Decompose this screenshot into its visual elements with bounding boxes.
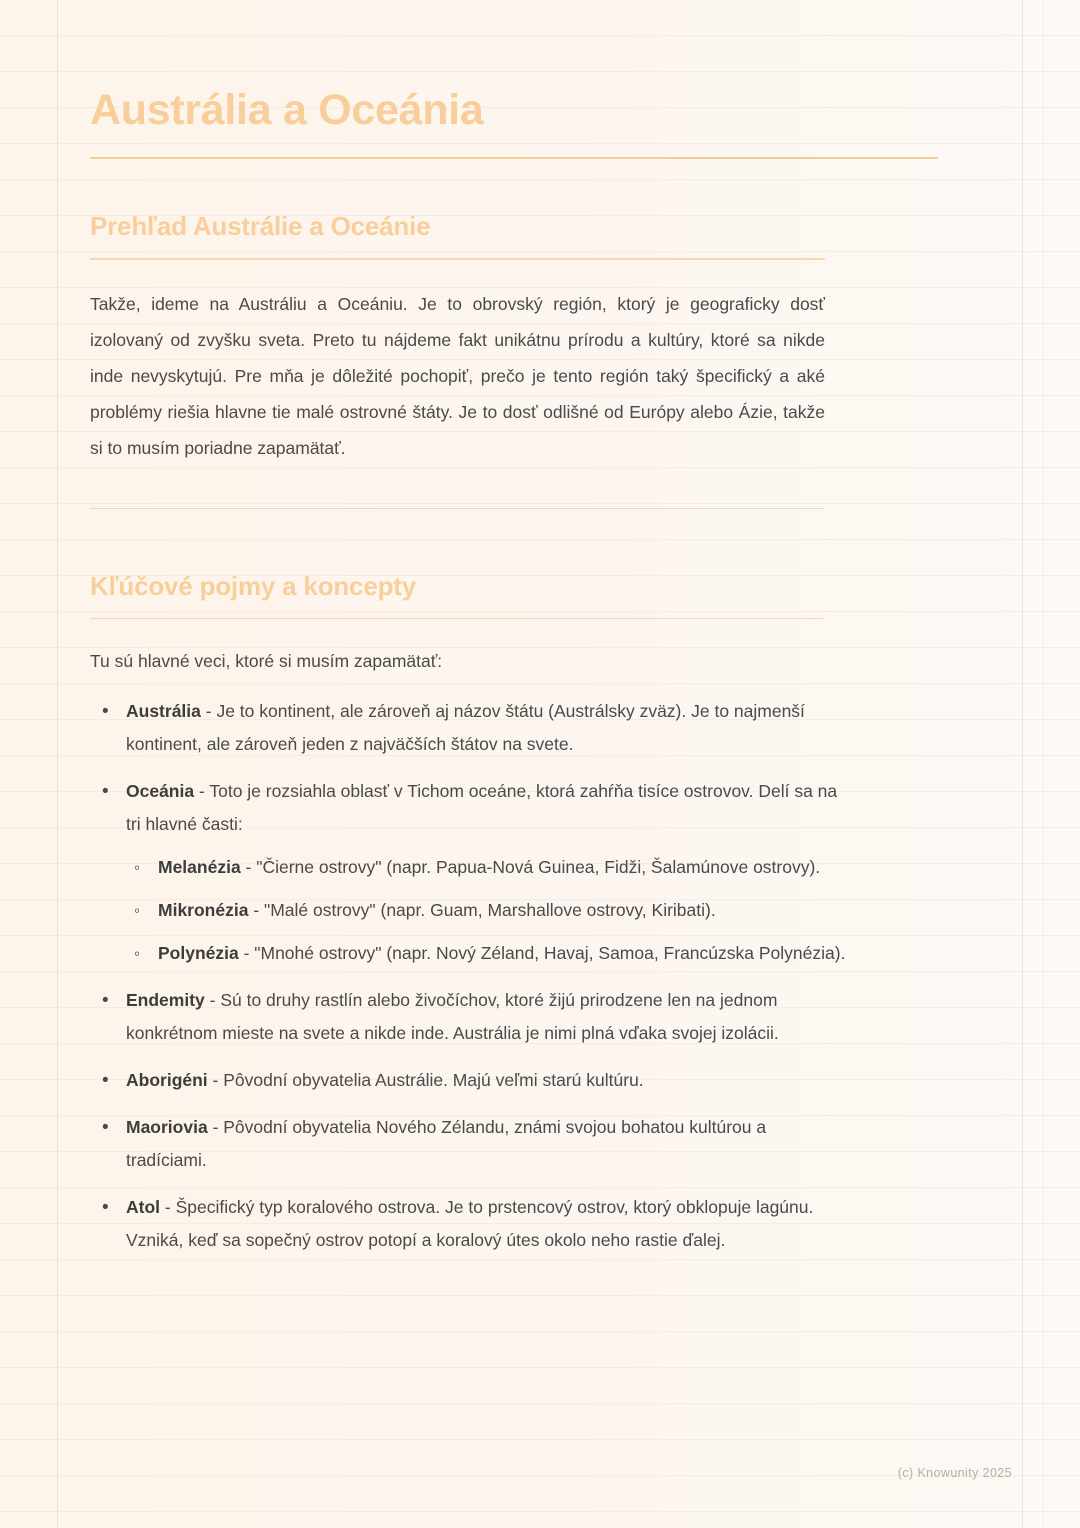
section-key-terms bbox=[90, 571, 938, 1258]
list-item bbox=[90, 1064, 850, 1097]
section-overview-divider bbox=[90, 258, 825, 260]
term-description: - Pôvodní obyvatelia Nového Zélandu, známi svojou bohatou kultúrou a tradíciami. bbox=[126, 1117, 767, 1171]
term-label: Mikronézia bbox=[158, 900, 249, 921]
list-item bbox=[90, 695, 850, 761]
key-terms-list bbox=[90, 695, 850, 1257]
term-description: - Pôvodní obyvatelia Austrálie. Majú veľmi starú kultúru. bbox=[207, 1070, 644, 1091]
list-item bbox=[126, 937, 850, 970]
term-label: Endemity bbox=[126, 990, 205, 1011]
right-outer-rule bbox=[1043, 0, 1044, 1528]
section-key-terms-divider bbox=[90, 618, 825, 620]
page-title: Austrália a Oceánia bbox=[90, 86, 484, 134]
list-item bbox=[90, 1191, 850, 1257]
list-item bbox=[126, 851, 850, 884]
term-label: Aborigéni bbox=[126, 1070, 208, 1091]
section-key-terms-lead: Tu sú hlavné veci, ktoré si musím zapamätať: bbox=[90, 651, 443, 672]
term-label: Oceánia bbox=[126, 781, 195, 802]
term-description: - "Malé ostrovy" (napr. Guam, Marshallove ostrovy, Kiribati). bbox=[248, 900, 716, 921]
oceania-subregions-list bbox=[126, 851, 850, 970]
list-item bbox=[126, 894, 850, 927]
section-overview bbox=[90, 211, 938, 509]
copyright-footer: (c) Knowunity 2025 bbox=[897, 1466, 1012, 1480]
left-margin-rule bbox=[57, 0, 58, 1528]
list-item bbox=[90, 1111, 850, 1177]
document-content bbox=[90, 86, 938, 1257]
section-overview-heading: Prehľad Austrálie a Oceánie bbox=[90, 211, 431, 242]
term-label: Melanézia bbox=[158, 857, 241, 878]
term-description: - "Mnohé ostrovy" (napr. Nový Zéland, Havaj, Samoa, Francúzska Polynézia). bbox=[238, 943, 846, 964]
term-description: - "Čierne ostrovy" (napr. Papua-Nová Guinea, Fidži, Šalamúnove ostrovy). bbox=[240, 857, 821, 878]
term-description: - Sú to druhy rastlín alebo živočíchov, ktoré žijú prirodzene len na jednom konkrétnom mieste na svete a nikde inde. Austrália je nimi plná vďaka svojej izolácii. bbox=[126, 990, 779, 1044]
list-item bbox=[90, 775, 850, 970]
section-key-terms-heading: Kľúčové pojmy a koncepty bbox=[90, 570, 416, 601]
term-description: - Toto je rozsiahla oblasť v Tichom oceáne, ktorá zahŕňa tisíce ostrovov. Delí sa na tri hlavné časti: bbox=[126, 781, 838, 835]
term-description: - Špecifický typ koralového ostrova. Je to prstencový ostrov, ktorý obklopuje lagúnu. Vzniká, keď sa sopečný ostrov potopí a koralový útes okolo neho rastie ďalej. bbox=[126, 1197, 814, 1251]
term-description: - Je to kontinent, ale zároveň aj názov štátu (Austrálsky zväz). Je to najmenší kontinent, ale zároveň jeden z najväčších štátov na svete. bbox=[126, 701, 805, 755]
list-item bbox=[90, 984, 850, 1050]
term-label: Austrália bbox=[126, 701, 201, 722]
term-label: Maoriovia bbox=[126, 1117, 208, 1138]
term-label: Atol bbox=[126, 1197, 161, 1218]
section-overview-paragraph: Takže, ideme na Austráliu a Oceániu. Je to obrovský región, ktorý je geograficky dosť izolovaný od zvyšku sveta. Preto tu nájdeme fakt unikátnu prírodu a kultúry, ktoré sa nikde inde nevyskytujú. Pre mňa je dôležité pochopiť, prečo je tento región taký špecifický a aké problémy riešia hlavne tie malé ostrovné štáty. Je to dosť odlišné od Európy alebo Ázie, takže si to musím poriadne zapamätať. bbox=[90, 293, 825, 458]
title-divider bbox=[90, 157, 938, 159]
right-margin-rule bbox=[1022, 0, 1023, 1528]
term-label: Polynézia bbox=[158, 943, 239, 964]
section-separator bbox=[90, 508, 825, 509]
